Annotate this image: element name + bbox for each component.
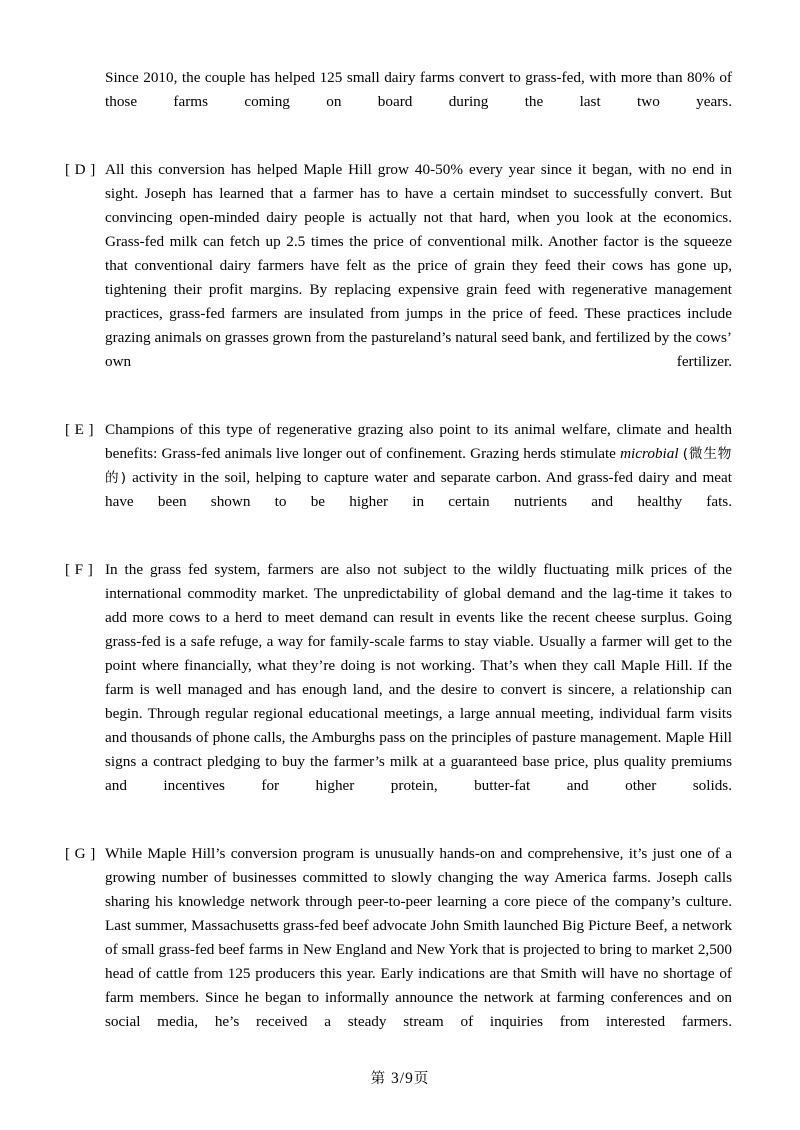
paragraph-e [65,418,732,538]
paragraph-e-text-before-gloss: Champions of this type of regenerative grazing also point to its animal welfare, climate and health benefits: Grass-fed animals live longer out of confinement. Grazing herds stimulate [105,421,732,462]
paragraph-text-f: In the grass fed system, farmers are also not subject to the wildly fluctuating milk prices of the international commodity market. The unpredictability of global demand and the lag-time it takes to add more cows to a herd to meet demand can result in events like the recent cheese surplus. Going grass-fed is a safe refuge, a way for family-scale farms to stay viable. Usually a farmer will get to the point where financially, what they’re doing is not working. That’s when they call Maple Hill. If the farm is well managed and has enough land, and the desire to convert is sincere, a relationship can begin. Through regular regional educational meetings, a large annual meeting, individual farm visits and thousands of phone calls, the Amburghs pass on the principles of pasture management. Maple Hill signs a contract pledging to buy the farmer’s milk at a guaranteed base price, plus quality premiums and incentives for higher protein, butter-fat and other solids. [105,561,732,794]
footer-prefix-cn: 第 [370,1071,387,1087]
paragraph-text-g: While Maple Hill’s conversion program is unusually hands-on and comprehensive, it’s just one of a growing number of businesses committed to slowly changing the way America farms. Joseph calls sharing his knowledge network through peer-to-peer learning a core piece of the company’s culture. Last summer, Massachusetts grass-fed beef advocate John Smith launched Big Picture Beef, a network of small grass-fed beef farms in New England and New York that is projected to bring to market 2,500 head of cattle from 125 producers this year. Early indications are that Smith will have no shortage of farm members. Since he began to informally announce the network at farming conferences and on social media, he’s received a steady stream of inquiries from interested farmers. [105,845,732,1030]
paragraph-marker-f: [ F ] [65,561,94,578]
paragraph-marker-d: [ D ] [65,161,96,178]
paragraph-text-e [105,418,732,538]
footer-current-page: 3 [391,1070,400,1087]
paragraph-marker-g: [ G ] [65,845,96,862]
paragraph-g [65,842,732,1058]
paragraph-text-d: All this conversion has helped Maple Hill grow 40-50% every year since it began, with no end in sight. Joseph has learned that a farmer has to have a certain mindset to successfully convert. But convincing open-minded dairy people is actually not that hard, when you look at the economics. Grass-fed milk can fetch up 2.5 times the price of conventional milk. Another factor is the squeeze that conventional dairy farmers have felt as the price of grain they feed their cows has gone up, tightening their profit margins. By replacing expensive grain feed with regenerative management practices, grass-fed farmers are insulated from jumps in the price of feed. These practices include grazing animals on grasses grown from the pastureland’s natural seed bank, and fertilized by the cows’ own fertilizer. [105,161,732,370]
page-footer [0,1069,800,1089]
paragraph-marker-e: [ E ] [65,421,94,438]
footer-suffix-cn: 页 [413,1071,430,1087]
gloss-translation-cn: (微生物的) [105,446,732,486]
paragraph-e-text-after-gloss: activity in the soil, helping to capture water and separate carbon. And grass-fed dairy and meat have been shown to be higher in certain nutrients and healthy fats. [105,469,732,510]
paragraph-continuation [65,66,732,138]
paragraph-f [65,558,732,822]
footer-total-pages: 9 [405,1070,414,1087]
gloss-term: microbial [620,445,679,462]
footer-separator: / [399,1070,406,1087]
paragraph-d [65,158,732,398]
passage-body [65,66,732,1058]
paragraph-text: Since 2010, the couple has helped 125 small dairy farms convert to grass-fed, with more than 80% of those farms coming on board during the last two years. [105,69,732,110]
